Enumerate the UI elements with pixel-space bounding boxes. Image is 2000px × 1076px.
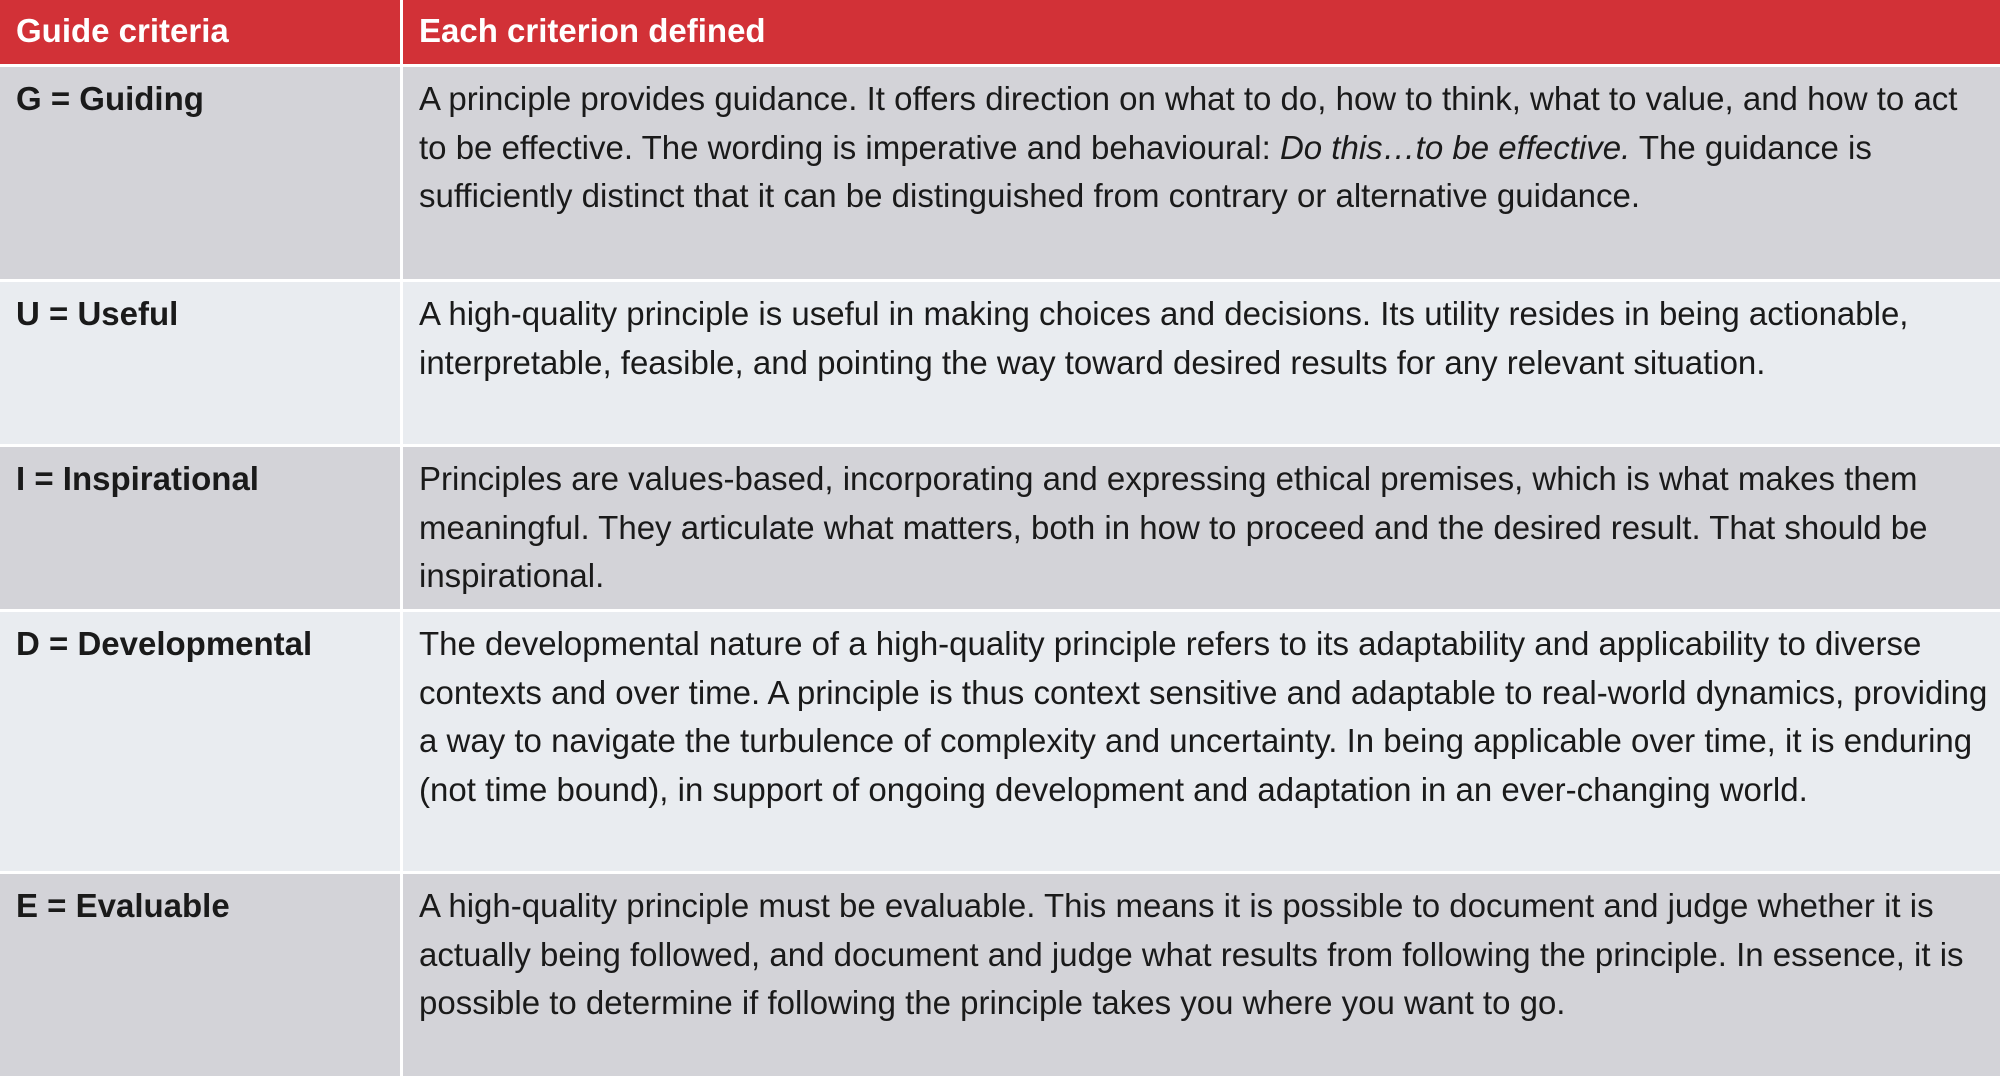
definition-evaluable: A high-quality principle must be evaluable. This means it is possible to document and judge whether it is actually being followed, and document and judge what results from following the principle. In essence, it is possible to determine if following the principle takes you where you want to go.	[403, 874, 2000, 1076]
criterion-evaluable: E = Evaluable	[0, 874, 400, 1076]
criterion-useful: U = Useful	[0, 282, 400, 444]
definition-guiding-part2: The guidance is sufficiently distinct that it can be distinguished from contrary or alternative guidance.	[419, 128, 1872, 214]
definition-inspirational: Principles are values-based, incorporating and expressing ethical premises, which is what makes them meaningful. They articulate what matters, both in how to proceed and the desired result. That should be inspirational.	[403, 447, 2000, 609]
header-criterion-defined: Each criterion defined	[403, 0, 2000, 64]
header-guide-criteria: Guide criteria	[0, 0, 400, 64]
definition-useful: A high-quality principle is useful in making choices and decisions. Its utility resides in being actionable, interpretable, feasible, and pointing the way toward desired results for any relevant situation.	[403, 282, 2000, 444]
criterion-inspirational: I = Inspirational	[0, 447, 400, 609]
criterion-guiding: G = Guiding	[0, 67, 400, 279]
definition-guiding-part1: A principle provides guidance. It offers direction on what to do, how to think, what to value, and how to act to be effective. The wording is imperative and behavioural:	[419, 80, 1958, 166]
definition-guiding	[403, 67, 2000, 279]
criterion-developmental: D = Developmental	[0, 612, 400, 871]
definition-developmental: The developmental nature of a high-quality principle refers to its adaptability and applicability to diverse contexts and over time. A principle is thus context sensitive and adaptable to real-world dynamics, providing a way to navigate the turbulence of complexity and uncertainty. In being applicable over time, it is enduring (not time bound), in support of ongoing development and adaptation in an ever-changing world.	[403, 612, 2000, 871]
definition-guiding-italic: Do this…to be effective.	[1279, 128, 1631, 166]
